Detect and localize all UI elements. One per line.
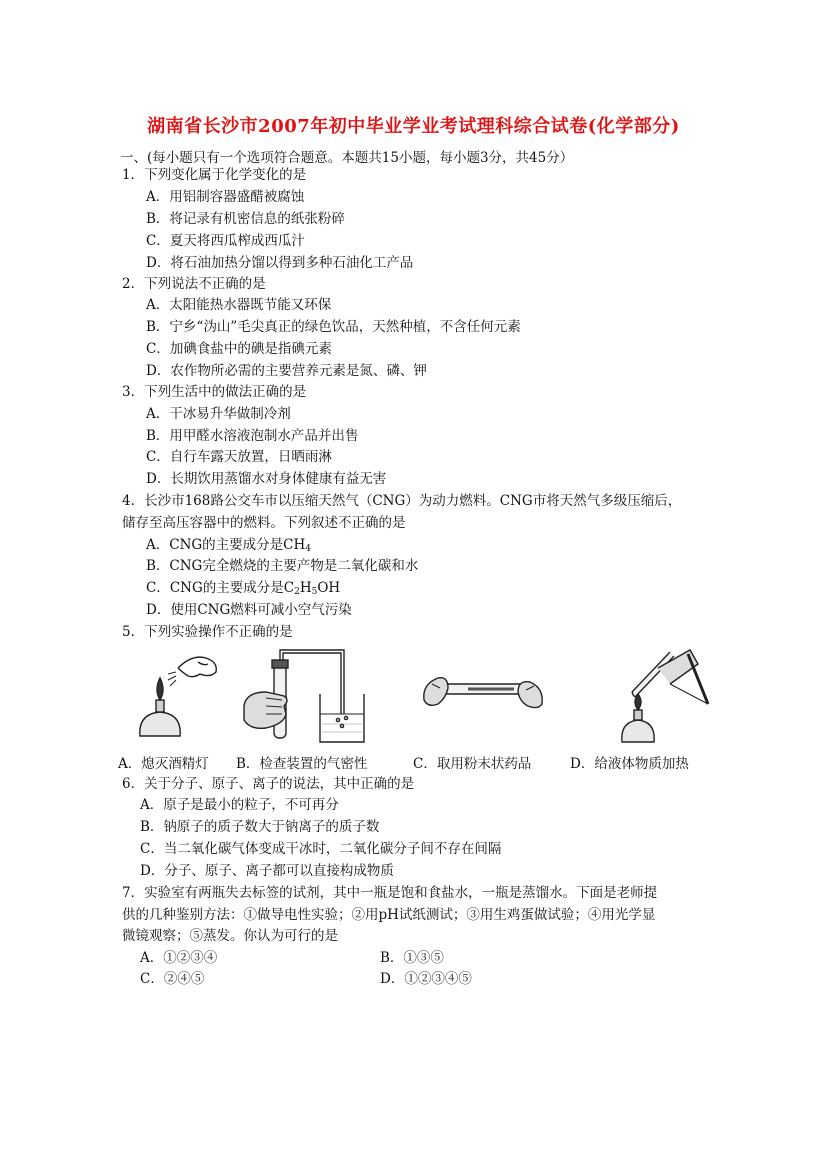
question-2-stem: 2．下列说法不正确的是	[122, 276, 266, 292]
question-5-option-d: D．给液体物质加热	[570, 756, 689, 772]
question-1-option-a: A．用铝制容器盛醋被腐蚀	[146, 189, 305, 205]
question-7-stem-line-3: 微镜观察；⑤蒸发。你认为可行的是	[122, 928, 338, 944]
question-4-option-d: D．使用CNG燃料可减小空气污染	[146, 602, 352, 618]
formula-part: OH	[317, 580, 341, 596]
question-3-option-d: D．长期饮用蒸馏水对身体健康有益无害	[146, 471, 387, 487]
question-5-figures	[118, 644, 718, 754]
airtightness-check-figure	[236, 644, 386, 748]
question-7-stem-line-1: 7．实验室有两瓶失去标签的试剂，其中一瓶是饱和食盐水，一瓶是蒸馏水。下面是老师提	[122, 885, 658, 901]
question-4-stem-line-1: 4．长沙市168路公交车市以压缩天然气（CNG）为动力燃料。CNG市将天然气多级压缩后，	[122, 493, 682, 509]
question-2-option-d: D．农作物所必需的主要营养元素是氮、磷、钾	[146, 363, 427, 379]
question-5-option-c: C．取用粉末状药品	[413, 756, 532, 772]
question-6-option-a: A．原子是最小的粒子，不可再分	[140, 797, 339, 813]
question-5-stem: 5．下列实验操作不正确的是	[122, 624, 293, 640]
question-1-option-c: C．夏天将西瓜榨成西瓜汁	[146, 233, 305, 249]
question-6-option-d: D．分子、原子、离子都可以直接构成物质	[140, 863, 394, 879]
question-3-stem: 3．下列生活中的做法正确的是	[122, 384, 307, 400]
question-4-stem-line-2: 储存至高压容器中的燃料。下列叙述不正确的是	[122, 515, 406, 531]
formula-part: H	[299, 580, 312, 596]
option-a-text: A．CNG的主要成分是CH	[146, 537, 306, 553]
option-c-text: C．CNG的主要成分是C	[146, 580, 295, 596]
question-6-option-c: C．当二氧化碳气体变成干冰时，二氧化碳分子间不存在间隔	[140, 841, 502, 857]
question-1-stem: 1．下列变化属于化学变化的是	[122, 167, 307, 183]
powder-reagent-figure	[418, 644, 548, 734]
question-2-option-a: A．太阳能热水器既节能又环保	[146, 297, 332, 313]
question-4-option-b: B．CNG完全燃烧的主要产物是二氧化碳和水	[146, 558, 419, 574]
section-header: 一、(每小题只有一个选项符合题意。本题共15小题，每小题3分，共45分）	[120, 150, 574, 166]
alcohol-lamp-blow-figure	[130, 644, 226, 744]
subscript: 5	[311, 587, 318, 597]
question-5-option-b: B．检查装置的气密性	[236, 756, 368, 772]
question-6-option-b: B．钠原子的质子数大于钠离子的质子数	[140, 819, 380, 835]
question-5-option-a: A．熄灭酒精灯	[118, 756, 209, 772]
question-7-stem-line-2: 供的几种鉴别方法：①做导电性实验；②用pH试纸测试；③用生鸡蛋做试验；④用光学显	[122, 907, 656, 923]
question-4-option-c	[146, 578, 340, 602]
question-7-option-c: C．②④⑤	[140, 971, 205, 987]
question-7-option-d: D．①②③④⑤	[380, 971, 472, 987]
heating-liquid-figure	[608, 644, 718, 748]
question-2-option-c: C．加碘食盐中的碘是指碘元素	[146, 341, 332, 357]
question-1-option-b: B．将记录有机密信息的纸张粉碎	[146, 211, 345, 227]
exam-title: 湖南省长沙市2007年初中毕业学业考试理科综合试卷(化学部分)	[147, 116, 680, 137]
question-3-option-a: A．干冰易升华做制冷剂	[146, 406, 291, 422]
question-3-option-c: C．自行车露天放置，日晒雨淋	[146, 449, 332, 465]
question-3-option-b: B．用甲醛水溶液泡制水产品并出售	[146, 428, 359, 444]
question-7-option-a: A．①②③④	[140, 950, 218, 966]
subscript: 2	[294, 587, 300, 597]
subscript: 4	[305, 544, 312, 554]
question-6-stem: 6．关于分子、原子、离子的说法，其中正确的是	[122, 776, 415, 792]
question-2-option-b: B．宁乡“沩山”毛尖真正的绿色饮品，天然种植，不含任何元素	[146, 319, 521, 335]
question-1-option-d: D．将石油加热分馏以得到多种石油化工产品	[146, 255, 414, 271]
question-7-option-b: B．①③⑤	[380, 950, 444, 966]
